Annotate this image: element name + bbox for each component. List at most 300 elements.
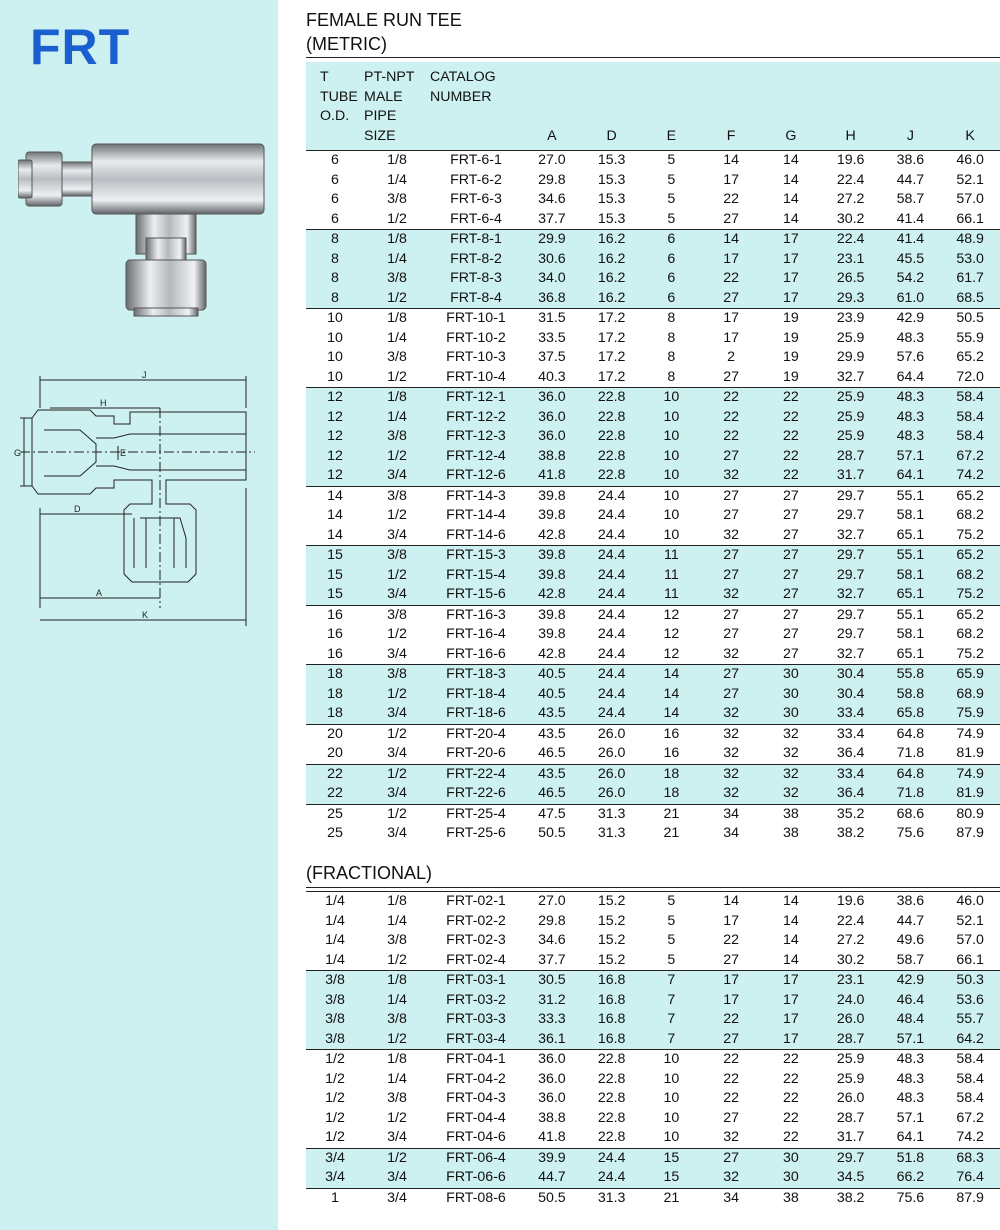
table-cell: 14 bbox=[782, 171, 799, 188]
table-cell: 33.5 bbox=[538, 329, 566, 346]
table-cell: 10 bbox=[663, 1070, 680, 1087]
table-cell: 22 bbox=[782, 1090, 799, 1106]
table-cell: 32 bbox=[723, 645, 740, 662]
table-cell: 17 bbox=[761, 1010, 821, 1030]
table-cell: 26.5 bbox=[821, 269, 881, 289]
table-cell: 22 bbox=[761, 388, 821, 408]
table-cell: 25.9 bbox=[836, 329, 865, 346]
table-cell: 65.2 bbox=[940, 546, 1000, 566]
table-cell: 39.8 bbox=[522, 605, 582, 625]
table-cell: 57.1 bbox=[881, 1030, 941, 1050]
table-row bbox=[306, 971, 1000, 991]
table-cell: FRT-10-4 bbox=[446, 368, 506, 385]
fractional-divider bbox=[306, 887, 1000, 888]
table-cell: 43.5 bbox=[522, 724, 582, 744]
table-cell: 3/4 bbox=[364, 784, 430, 804]
table-cell: 22.4 bbox=[836, 171, 865, 188]
table-cell: 42.8 bbox=[522, 585, 582, 605]
table-cell: 22.8 bbox=[582, 427, 642, 447]
table-cell: FRT-03-3 bbox=[430, 1010, 522, 1030]
table-cell: 29.3 bbox=[821, 289, 881, 309]
table-cell: 17 bbox=[761, 289, 821, 309]
table-cell: 34.0 bbox=[522, 269, 582, 289]
table-cell: 14 bbox=[306, 486, 364, 506]
table-cell: FRT-16-6 bbox=[446, 645, 506, 662]
table-cell: 53.6 bbox=[940, 991, 1000, 1011]
table-cell: 22 bbox=[761, 427, 821, 447]
table-cell: FRT-02-2 bbox=[446, 912, 506, 929]
table-cell: 14 bbox=[782, 191, 799, 207]
table-cell: 32 bbox=[701, 585, 761, 605]
table-cell: 22 bbox=[761, 408, 821, 428]
table-cell: 50.5 bbox=[940, 309, 1000, 329]
table-cell: 6 bbox=[306, 151, 364, 171]
table-cell: 10 bbox=[663, 1090, 680, 1106]
table-row bbox=[306, 704, 1000, 724]
table-cell: 21 bbox=[663, 825, 680, 841]
table-cell: 3/4 bbox=[387, 526, 407, 543]
table-cell: 3/4 bbox=[364, 704, 430, 724]
table-cell: 50.5 bbox=[522, 1188, 582, 1208]
table-cell: 32.7 bbox=[836, 368, 865, 385]
table-cell: 29.7 bbox=[821, 566, 881, 586]
fractional-section-title: (FRACTIONAL) bbox=[306, 863, 432, 883]
table-row bbox=[306, 1168, 1000, 1188]
table-cell: FRT-04-6 bbox=[446, 1129, 506, 1145]
table-cell: 48.4 bbox=[881, 1010, 941, 1030]
dim-label-h: H bbox=[100, 398, 107, 408]
table-cell: 26.0 bbox=[836, 1090, 865, 1106]
table-cell: 12 bbox=[306, 447, 364, 467]
table-cell: 15.3 bbox=[582, 151, 642, 171]
table-cell: 14 bbox=[782, 932, 799, 948]
table-cell: 6 bbox=[642, 250, 702, 270]
dim-label-d: D bbox=[74, 504, 81, 514]
table-cell: 14 bbox=[761, 892, 821, 912]
table-cell: 52.1 bbox=[956, 912, 984, 929]
table-cell: 12 bbox=[663, 645, 680, 662]
table-cell: 1/2 bbox=[325, 1090, 345, 1106]
table-cell: FRT-16-3 bbox=[430, 605, 522, 625]
table-cell: 27 bbox=[701, 486, 761, 506]
table-cell: 48.3 bbox=[896, 329, 925, 346]
table-cell: 34.5 bbox=[821, 1168, 881, 1188]
table-cell: 48.3 bbox=[881, 1050, 941, 1070]
table-cell: 66.1 bbox=[956, 210, 984, 227]
table-row bbox=[306, 585, 1000, 605]
table-cell: 33.4 bbox=[821, 704, 881, 724]
table-cell: 17.2 bbox=[582, 309, 642, 329]
table-cell: 28.7 bbox=[821, 447, 881, 467]
table-cell: 15 bbox=[306, 546, 364, 566]
table-row bbox=[306, 1089, 1000, 1109]
table-cell: 66.1 bbox=[956, 951, 984, 968]
table-cell: 34 bbox=[701, 804, 761, 824]
table-cell: 27 bbox=[761, 486, 821, 506]
header-pipe-size: PT-NPT MALE PIPE SIZE bbox=[364, 62, 430, 151]
table-cell: 65.1 bbox=[896, 526, 925, 543]
table-cell: 1/4 bbox=[364, 250, 430, 270]
table-cell: 68.6 bbox=[881, 804, 941, 824]
table-cell: 17 bbox=[701, 971, 761, 991]
table-cell: 5 bbox=[667, 171, 676, 188]
table-cell: 22.8 bbox=[597, 1109, 626, 1126]
table-cell: 58.4 bbox=[956, 1070, 984, 1087]
table-cell: 12 bbox=[663, 626, 680, 642]
table-cell: 22 bbox=[723, 1090, 740, 1106]
table-cell: FRT-6-4 bbox=[450, 210, 502, 227]
table-cell: 31.3 bbox=[582, 1188, 642, 1208]
table-cell: 1/2 bbox=[387, 210, 407, 227]
table-cell: 27 bbox=[723, 626, 740, 642]
table-cell: 57.0 bbox=[956, 191, 984, 207]
table-cell: 27 bbox=[761, 605, 821, 625]
metric-table-body bbox=[306, 151, 1000, 844]
table-cell: 75.6 bbox=[896, 825, 925, 841]
table-cell: FRT-20-4 bbox=[430, 724, 522, 744]
table-cell: 33.3 bbox=[522, 1010, 582, 1030]
dim-label-a: A bbox=[96, 588, 103, 598]
table-cell: 58.4 bbox=[940, 1050, 1000, 1070]
table-cell: 17 bbox=[761, 1030, 821, 1050]
table-cell: 3/4 bbox=[364, 1168, 430, 1188]
table-cell: 27 bbox=[723, 1109, 740, 1126]
table-cell: 38 bbox=[761, 1188, 821, 1208]
table-cell: 31.2 bbox=[522, 991, 582, 1011]
table-cell: 12 bbox=[306, 427, 364, 447]
table-cell: 27 bbox=[701, 665, 761, 685]
table-cell: 36.4 bbox=[821, 784, 881, 804]
table-cell: 33.4 bbox=[821, 764, 881, 784]
table-cell: FRT-8-2 bbox=[430, 250, 522, 270]
table-cell: 68.2 bbox=[956, 507, 984, 523]
table-cell: 39.8 bbox=[522, 546, 582, 566]
table-cell: 24.4 bbox=[597, 507, 626, 523]
table-cell: 6 bbox=[331, 191, 339, 207]
table-cell: 29.7 bbox=[836, 507, 865, 523]
table-cell: 38.8 bbox=[538, 1109, 566, 1126]
table-cell: 32 bbox=[701, 466, 761, 486]
table-cell: 52.1 bbox=[956, 171, 984, 188]
table-cell: 64.8 bbox=[881, 724, 941, 744]
metric-section-title: (METRIC) bbox=[306, 34, 387, 54]
header-dim-h: H bbox=[821, 62, 881, 151]
header-dim-f: F bbox=[701, 62, 761, 151]
table-cell: 12 bbox=[306, 388, 364, 408]
table-cell: 22 bbox=[782, 1070, 799, 1087]
table-cell: 3/4 bbox=[306, 1168, 364, 1188]
table-cell: FRT-03-4 bbox=[430, 1030, 522, 1050]
table-cell: FRT-6-2 bbox=[450, 171, 502, 188]
table-cell: 15 bbox=[306, 566, 364, 586]
table-cell: 14 bbox=[701, 892, 761, 912]
table-cell: 61.0 bbox=[881, 289, 941, 309]
table-cell: 54.2 bbox=[881, 269, 941, 289]
table-row bbox=[306, 685, 1000, 705]
table-cell: 16 bbox=[327, 626, 343, 642]
table-cell: 17.2 bbox=[597, 329, 626, 346]
table-cell: 3/8 bbox=[306, 971, 364, 991]
header-dim-d: D bbox=[582, 62, 642, 151]
table-cell: 49.6 bbox=[896, 932, 925, 948]
table-cell: FRT-6-3 bbox=[450, 191, 502, 207]
table-cell: FRT-12-1 bbox=[430, 388, 522, 408]
table-cell: 6 bbox=[642, 289, 702, 309]
table-cell: 14 bbox=[782, 912, 799, 929]
table-cell: 27 bbox=[701, 546, 761, 566]
table-cell: 1/4 bbox=[387, 912, 407, 929]
table-cell: FRT-02-3 bbox=[446, 932, 506, 948]
table-cell: 57.6 bbox=[896, 349, 925, 365]
table-cell: 7 bbox=[642, 991, 702, 1011]
header-dim-e: E bbox=[642, 62, 702, 151]
table-row bbox=[306, 210, 1000, 230]
table-cell: 22 bbox=[761, 1050, 821, 1070]
table-cell: 18 bbox=[642, 784, 702, 804]
table-cell: 27 bbox=[701, 289, 761, 309]
table-cell: 27.2 bbox=[836, 191, 865, 207]
table-cell: 15.2 bbox=[597, 912, 626, 929]
table-cell: 1/4 bbox=[306, 892, 364, 912]
table-cell: 58.4 bbox=[956, 1090, 984, 1106]
table-cell: 55.7 bbox=[940, 1010, 1000, 1030]
table-cell: 1/2 bbox=[364, 289, 430, 309]
table-row bbox=[306, 408, 1000, 428]
table-cell: 16 bbox=[642, 724, 702, 744]
table-cell: 24.4 bbox=[582, 1168, 642, 1188]
fractional-spec-table bbox=[306, 891, 1000, 1208]
table-cell: 5 bbox=[642, 892, 702, 912]
table-cell: 48.3 bbox=[896, 1090, 925, 1106]
table-cell: 22.8 bbox=[582, 466, 642, 486]
table-cell: 45.5 bbox=[881, 250, 941, 270]
table-row bbox=[306, 1050, 1000, 1070]
table-cell: 64.8 bbox=[881, 764, 941, 784]
table-cell: FRT-8-3 bbox=[430, 269, 522, 289]
table-cell: 10 bbox=[327, 349, 343, 365]
table-cell: 27 bbox=[782, 645, 799, 662]
table-cell: 36.0 bbox=[538, 1090, 566, 1106]
table-row bbox=[306, 1030, 1000, 1050]
table-cell: 3/8 bbox=[364, 427, 430, 447]
table-cell: 26.0 bbox=[582, 764, 642, 784]
table-cell: 32 bbox=[701, 724, 761, 744]
table-cell: 30 bbox=[761, 685, 821, 705]
table-cell: 16.2 bbox=[582, 269, 642, 289]
table-cell: 15.2 bbox=[597, 932, 626, 948]
table-cell: 55.9 bbox=[956, 329, 984, 346]
table-cell: 43.5 bbox=[522, 704, 582, 724]
table-row bbox=[306, 506, 1000, 526]
table-cell: 21 bbox=[642, 804, 702, 824]
title-divider bbox=[306, 57, 1000, 58]
table-cell: FRT-14-4 bbox=[446, 507, 506, 523]
table-cell: FRT-25-4 bbox=[430, 804, 522, 824]
table-cell: 27 bbox=[761, 546, 821, 566]
header-dim-j: J bbox=[881, 62, 941, 151]
table-cell: 22 bbox=[701, 269, 761, 289]
table-cell: 19 bbox=[782, 349, 799, 365]
table-cell: 27 bbox=[761, 566, 821, 586]
table-cell: 58.7 bbox=[896, 191, 925, 207]
table-cell: 22 bbox=[723, 1070, 740, 1087]
metric-spec-table bbox=[306, 62, 1000, 844]
table-cell: 22.8 bbox=[582, 408, 642, 428]
table-cell: FRT-10-1 bbox=[430, 309, 522, 329]
table-cell: 22.8 bbox=[597, 1070, 626, 1087]
table-cell: 80.9 bbox=[940, 804, 1000, 824]
table-row bbox=[306, 447, 1000, 467]
table-cell: 3/8 bbox=[387, 349, 407, 365]
table-cell: 57.0 bbox=[956, 932, 984, 948]
table-cell: FRT-04-3 bbox=[446, 1090, 506, 1106]
table-cell: 72.0 bbox=[956, 368, 984, 385]
table-cell: 34 bbox=[723, 825, 740, 841]
table-cell: 10 bbox=[327, 329, 343, 346]
table-cell: 27 bbox=[761, 585, 821, 605]
table-cell: 57.1 bbox=[896, 1109, 925, 1126]
dimension-drawing bbox=[10, 368, 260, 638]
table-cell: 29.7 bbox=[821, 605, 881, 625]
table-cell: 58.8 bbox=[881, 685, 941, 705]
table-cell: 12 bbox=[306, 408, 364, 428]
table-cell: FRT-6-1 bbox=[430, 151, 522, 171]
table-cell: 76.4 bbox=[940, 1168, 1000, 1188]
table-cell: 32 bbox=[782, 745, 799, 761]
table-cell: 16 bbox=[306, 605, 364, 625]
page-title: FEMALE RUN TEE bbox=[306, 10, 462, 30]
table-row bbox=[306, 486, 1000, 506]
table-cell: 1/2 bbox=[364, 804, 430, 824]
table-cell: 15.3 bbox=[597, 210, 626, 227]
table-cell: 1/2 bbox=[364, 1030, 430, 1050]
table-cell: 37.7 bbox=[538, 951, 566, 968]
table-cell: 75.2 bbox=[956, 645, 984, 662]
table-cell: 24.4 bbox=[582, 1148, 642, 1168]
table-cell: 71.8 bbox=[881, 784, 941, 804]
table-cell: 17 bbox=[761, 250, 821, 270]
table-cell: 14 bbox=[642, 685, 702, 705]
table-cell: 5 bbox=[667, 191, 676, 207]
table-cell: 8 bbox=[667, 349, 676, 365]
table-cell: 38.2 bbox=[821, 1188, 881, 1208]
table-cell: FRT-04-1 bbox=[430, 1050, 522, 1070]
table-row bbox=[306, 605, 1000, 625]
table-cell: 3/4 bbox=[387, 745, 407, 761]
table-cell: 42.9 bbox=[881, 309, 941, 329]
table-cell: 8 bbox=[306, 230, 364, 250]
table-cell: FRT-04-2 bbox=[446, 1070, 506, 1087]
table-cell: 22.8 bbox=[582, 447, 642, 467]
table-cell: FRT-04-4 bbox=[446, 1109, 506, 1126]
table-cell: 1/2 bbox=[325, 1070, 345, 1087]
table-cell: 3/4 bbox=[387, 1129, 407, 1145]
table-cell: 22 bbox=[701, 427, 761, 447]
table-cell: 6 bbox=[331, 210, 339, 227]
table-row bbox=[306, 466, 1000, 486]
table-cell: 68.9 bbox=[940, 685, 1000, 705]
table-cell: 68.2 bbox=[940, 566, 1000, 586]
table-cell: 39.9 bbox=[522, 1148, 582, 1168]
table-cell: 22.4 bbox=[836, 912, 865, 929]
table-cell: 57.1 bbox=[881, 447, 941, 467]
table-cell: 65.8 bbox=[881, 704, 941, 724]
table-cell: 16.8 bbox=[582, 1010, 642, 1030]
table-cell: 23.1 bbox=[821, 250, 881, 270]
table-cell: 42.8 bbox=[538, 645, 566, 662]
table-cell: 35.2 bbox=[821, 804, 881, 824]
table-cell: 24.4 bbox=[582, 486, 642, 506]
table-cell: 24.4 bbox=[582, 704, 642, 724]
table-row bbox=[306, 269, 1000, 289]
table-cell: 24.0 bbox=[821, 991, 881, 1011]
table-cell: 30 bbox=[761, 704, 821, 724]
table-cell: 55.8 bbox=[881, 665, 941, 685]
table-cell: 21 bbox=[642, 1188, 702, 1208]
table-cell: 25.9 bbox=[821, 427, 881, 447]
table-cell: 20 bbox=[327, 745, 343, 761]
table-cell: 55.1 bbox=[881, 486, 941, 506]
table-cell: 22.8 bbox=[582, 388, 642, 408]
table-cell: 38.2 bbox=[836, 825, 865, 841]
table-cell: 3/8 bbox=[306, 1030, 364, 1050]
dim-label-g: G bbox=[14, 448, 22, 458]
table-cell: 1 bbox=[306, 1188, 364, 1208]
table-cell: 8 bbox=[306, 250, 364, 270]
table-cell: FRT-8-4 bbox=[430, 289, 522, 309]
table-cell: 1/2 bbox=[364, 724, 430, 744]
table-row bbox=[306, 1128, 1000, 1148]
table-cell: 30.2 bbox=[836, 951, 865, 968]
product-code-logo: FRT bbox=[30, 19, 131, 75]
header-catalog-number: CATALOG NUMBER bbox=[430, 62, 522, 151]
table-row bbox=[306, 526, 1000, 546]
table-cell: 16 bbox=[327, 645, 343, 662]
table-cell: 32 bbox=[723, 745, 740, 761]
table-cell: 3/8 bbox=[306, 1010, 364, 1030]
table-cell: 22 bbox=[782, 1109, 799, 1126]
table-cell: 31.3 bbox=[582, 804, 642, 824]
table-cell: 24.4 bbox=[597, 645, 626, 662]
table-row bbox=[306, 368, 1000, 388]
table-cell: 10 bbox=[642, 427, 702, 447]
table-cell: 15 bbox=[642, 1168, 702, 1188]
table-cell: 75.9 bbox=[940, 704, 1000, 724]
table-cell: 6 bbox=[331, 171, 339, 188]
table-cell: 18 bbox=[306, 685, 364, 705]
table-cell: 1/2 bbox=[387, 1109, 407, 1126]
table-cell: 27.2 bbox=[836, 932, 865, 948]
table-cell: 25 bbox=[306, 804, 364, 824]
table-cell: FRT-18-3 bbox=[430, 665, 522, 685]
table-cell: 18 bbox=[306, 704, 364, 724]
table-cell: FRT-12-4 bbox=[430, 447, 522, 467]
table-cell: 48.3 bbox=[881, 388, 941, 408]
table-cell: 16.2 bbox=[582, 230, 642, 250]
table-cell: 34.6 bbox=[538, 932, 566, 948]
table-cell: 19 bbox=[782, 329, 799, 346]
table-cell: 17 bbox=[723, 329, 740, 346]
table-cell: 3/8 bbox=[364, 1010, 430, 1030]
table-cell: 22 bbox=[701, 408, 761, 428]
table-row bbox=[306, 784, 1000, 804]
table-cell: 17 bbox=[701, 250, 761, 270]
table-cell: 22.8 bbox=[582, 1050, 642, 1070]
table-row bbox=[306, 289, 1000, 309]
table-cell: 75.2 bbox=[956, 526, 984, 543]
table-cell: 1/2 bbox=[364, 685, 430, 705]
table-cell: 24.4 bbox=[582, 605, 642, 625]
